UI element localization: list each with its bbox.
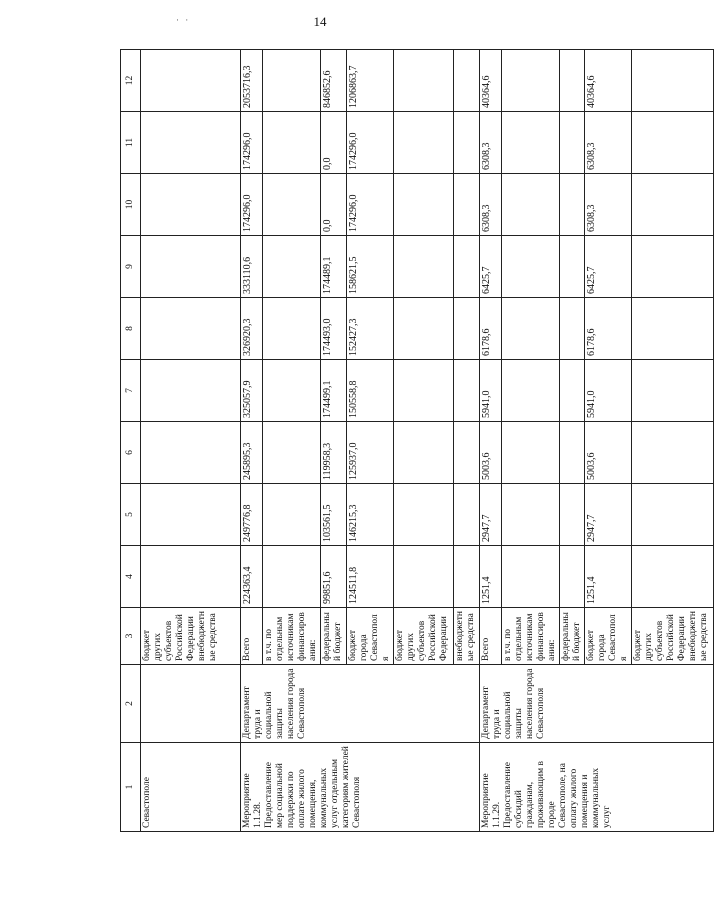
value-cell: 5003,6 xyxy=(480,422,502,484)
source-cell: бюджет города Севастополя xyxy=(347,608,394,665)
executor-cell xyxy=(141,665,241,743)
value-cell: 6308,3 xyxy=(585,174,632,236)
header-cell: 3 xyxy=(121,608,141,665)
value-cell: 124511,8 xyxy=(347,546,394,608)
header-cell: 6 xyxy=(121,422,141,484)
value-cell: 6178,6 xyxy=(585,298,632,360)
value-cell: 2947,7 xyxy=(480,484,502,546)
value-cell: 6308,3 xyxy=(480,112,502,174)
source-cell: бюджет других субъектов Российской Федерации xyxy=(394,608,454,665)
value-cell: 249776,8 xyxy=(241,484,263,546)
source-cell: бюджет города Севастополя xyxy=(585,608,632,665)
page-number: 14 xyxy=(313,14,327,29)
value-cell: 0,0 xyxy=(321,174,347,236)
value-cell: 152427,3 xyxy=(347,298,394,360)
value-cell: 119958,3 xyxy=(321,422,347,484)
measure-cell: Мероприятие 1.1.28. Предоставление мер социальной поддержки по оплате жилого помещения, коммунальных услуг отдельным категориям жителей Севастополя xyxy=(241,743,480,832)
value-cell: 125937,0 xyxy=(347,422,394,484)
value-cell: 846852,6 xyxy=(321,50,347,112)
value-cell: 1251,4 xyxy=(480,546,502,608)
source-cell: Всего xyxy=(480,608,502,665)
value-cell: 174489,1 xyxy=(321,236,347,298)
value-cell: 174493,0 xyxy=(321,298,347,360)
value-cell: 99851,6 xyxy=(321,546,347,608)
table-row xyxy=(241,50,263,832)
executor-cell: Департамент труда и социальной защиты населения города Севастополя xyxy=(241,665,480,743)
value-cell: 174499,1 xyxy=(321,360,347,422)
header-cell: 12 xyxy=(121,50,141,112)
value-cell: 174296,0 xyxy=(241,112,263,174)
source-cell: федеральный бюджет xyxy=(560,608,585,665)
value-cell: 174296,0 xyxy=(347,112,394,174)
table-row xyxy=(141,50,241,832)
value-cell: 6425,7 xyxy=(480,236,502,298)
value-cell: 40364,6 xyxy=(480,50,502,112)
executor-cell: Департамент труда и социальной защиты населения города Севастополя xyxy=(480,665,714,743)
header-cell: 10 xyxy=(121,174,141,236)
value-cell: 40364,6 xyxy=(585,50,632,112)
value-cell: 326920,3 xyxy=(241,298,263,360)
rotated-table-container xyxy=(120,50,709,832)
source-cell: бюджет других субъектов Российской Федерации внебюджетные средства xyxy=(632,608,714,665)
header-cell: 8 xyxy=(121,298,141,360)
value-cell: 174296,0 xyxy=(241,174,263,236)
value-cell: 325057,9 xyxy=(241,360,263,422)
header-cell: 5 xyxy=(121,484,141,546)
source-cell: бюджет других субъектов Российской Федерации внебюджетные средства xyxy=(141,608,241,665)
value-cell: 5941,0 xyxy=(585,360,632,422)
scan-specks: · · xyxy=(176,15,191,25)
value-cell: 6178,6 xyxy=(480,298,502,360)
value-cell: 6425,7 xyxy=(585,236,632,298)
header-cell: 2 xyxy=(121,665,141,743)
source-cell: в т.ч. по отдельным источникам финансирования: xyxy=(502,608,560,665)
value-cell: 174296,0 xyxy=(347,174,394,236)
source-cell: федеральный бюджет xyxy=(321,608,347,665)
header-cell: 11 xyxy=(121,112,141,174)
value-cell: 6308,3 xyxy=(480,174,502,236)
value-cell: 2053716,3 xyxy=(241,50,263,112)
header-cell: 7 xyxy=(121,360,141,422)
value-cell: 150558,8 xyxy=(347,360,394,422)
value-cell: 1251,4 xyxy=(585,546,632,608)
value-cell: 6308,3 xyxy=(585,112,632,174)
value-cell: 146215,3 xyxy=(347,484,394,546)
source-cell: внебюджетные средства xyxy=(454,608,480,665)
value-cell: 5003,6 xyxy=(585,422,632,484)
source-cell: в т.ч. по отдельным источникам финансирования: xyxy=(263,608,321,665)
header-row xyxy=(121,50,141,832)
value-cell: 224363,4 xyxy=(241,546,263,608)
value-cell: 245895,3 xyxy=(241,422,263,484)
value-cell: 5941,0 xyxy=(480,360,502,422)
table-row xyxy=(480,50,502,832)
measure-cell: Мероприятие 1.1.29. Предоставление субсидий гражданам, проживающим в городе Севастополе, на оплату жилого помещения и коммунальных услуг xyxy=(480,743,714,832)
source-cell: Всего xyxy=(241,608,263,665)
measure-cell: Севастополе xyxy=(141,743,241,832)
header-cell: 1 xyxy=(121,743,141,832)
value-cell: 103561,5 xyxy=(321,484,347,546)
value-cell: 1206863,7 xyxy=(347,50,394,112)
value-cell: 333110,6 xyxy=(241,236,263,298)
header-cell: 4 xyxy=(121,546,141,608)
header-cell: 9 xyxy=(121,236,141,298)
budget-table xyxy=(120,49,714,832)
value-cell: 2947,7 xyxy=(585,484,632,546)
value-cell: 0,0 xyxy=(321,112,347,174)
value-cell: 158621,5 xyxy=(347,236,394,298)
